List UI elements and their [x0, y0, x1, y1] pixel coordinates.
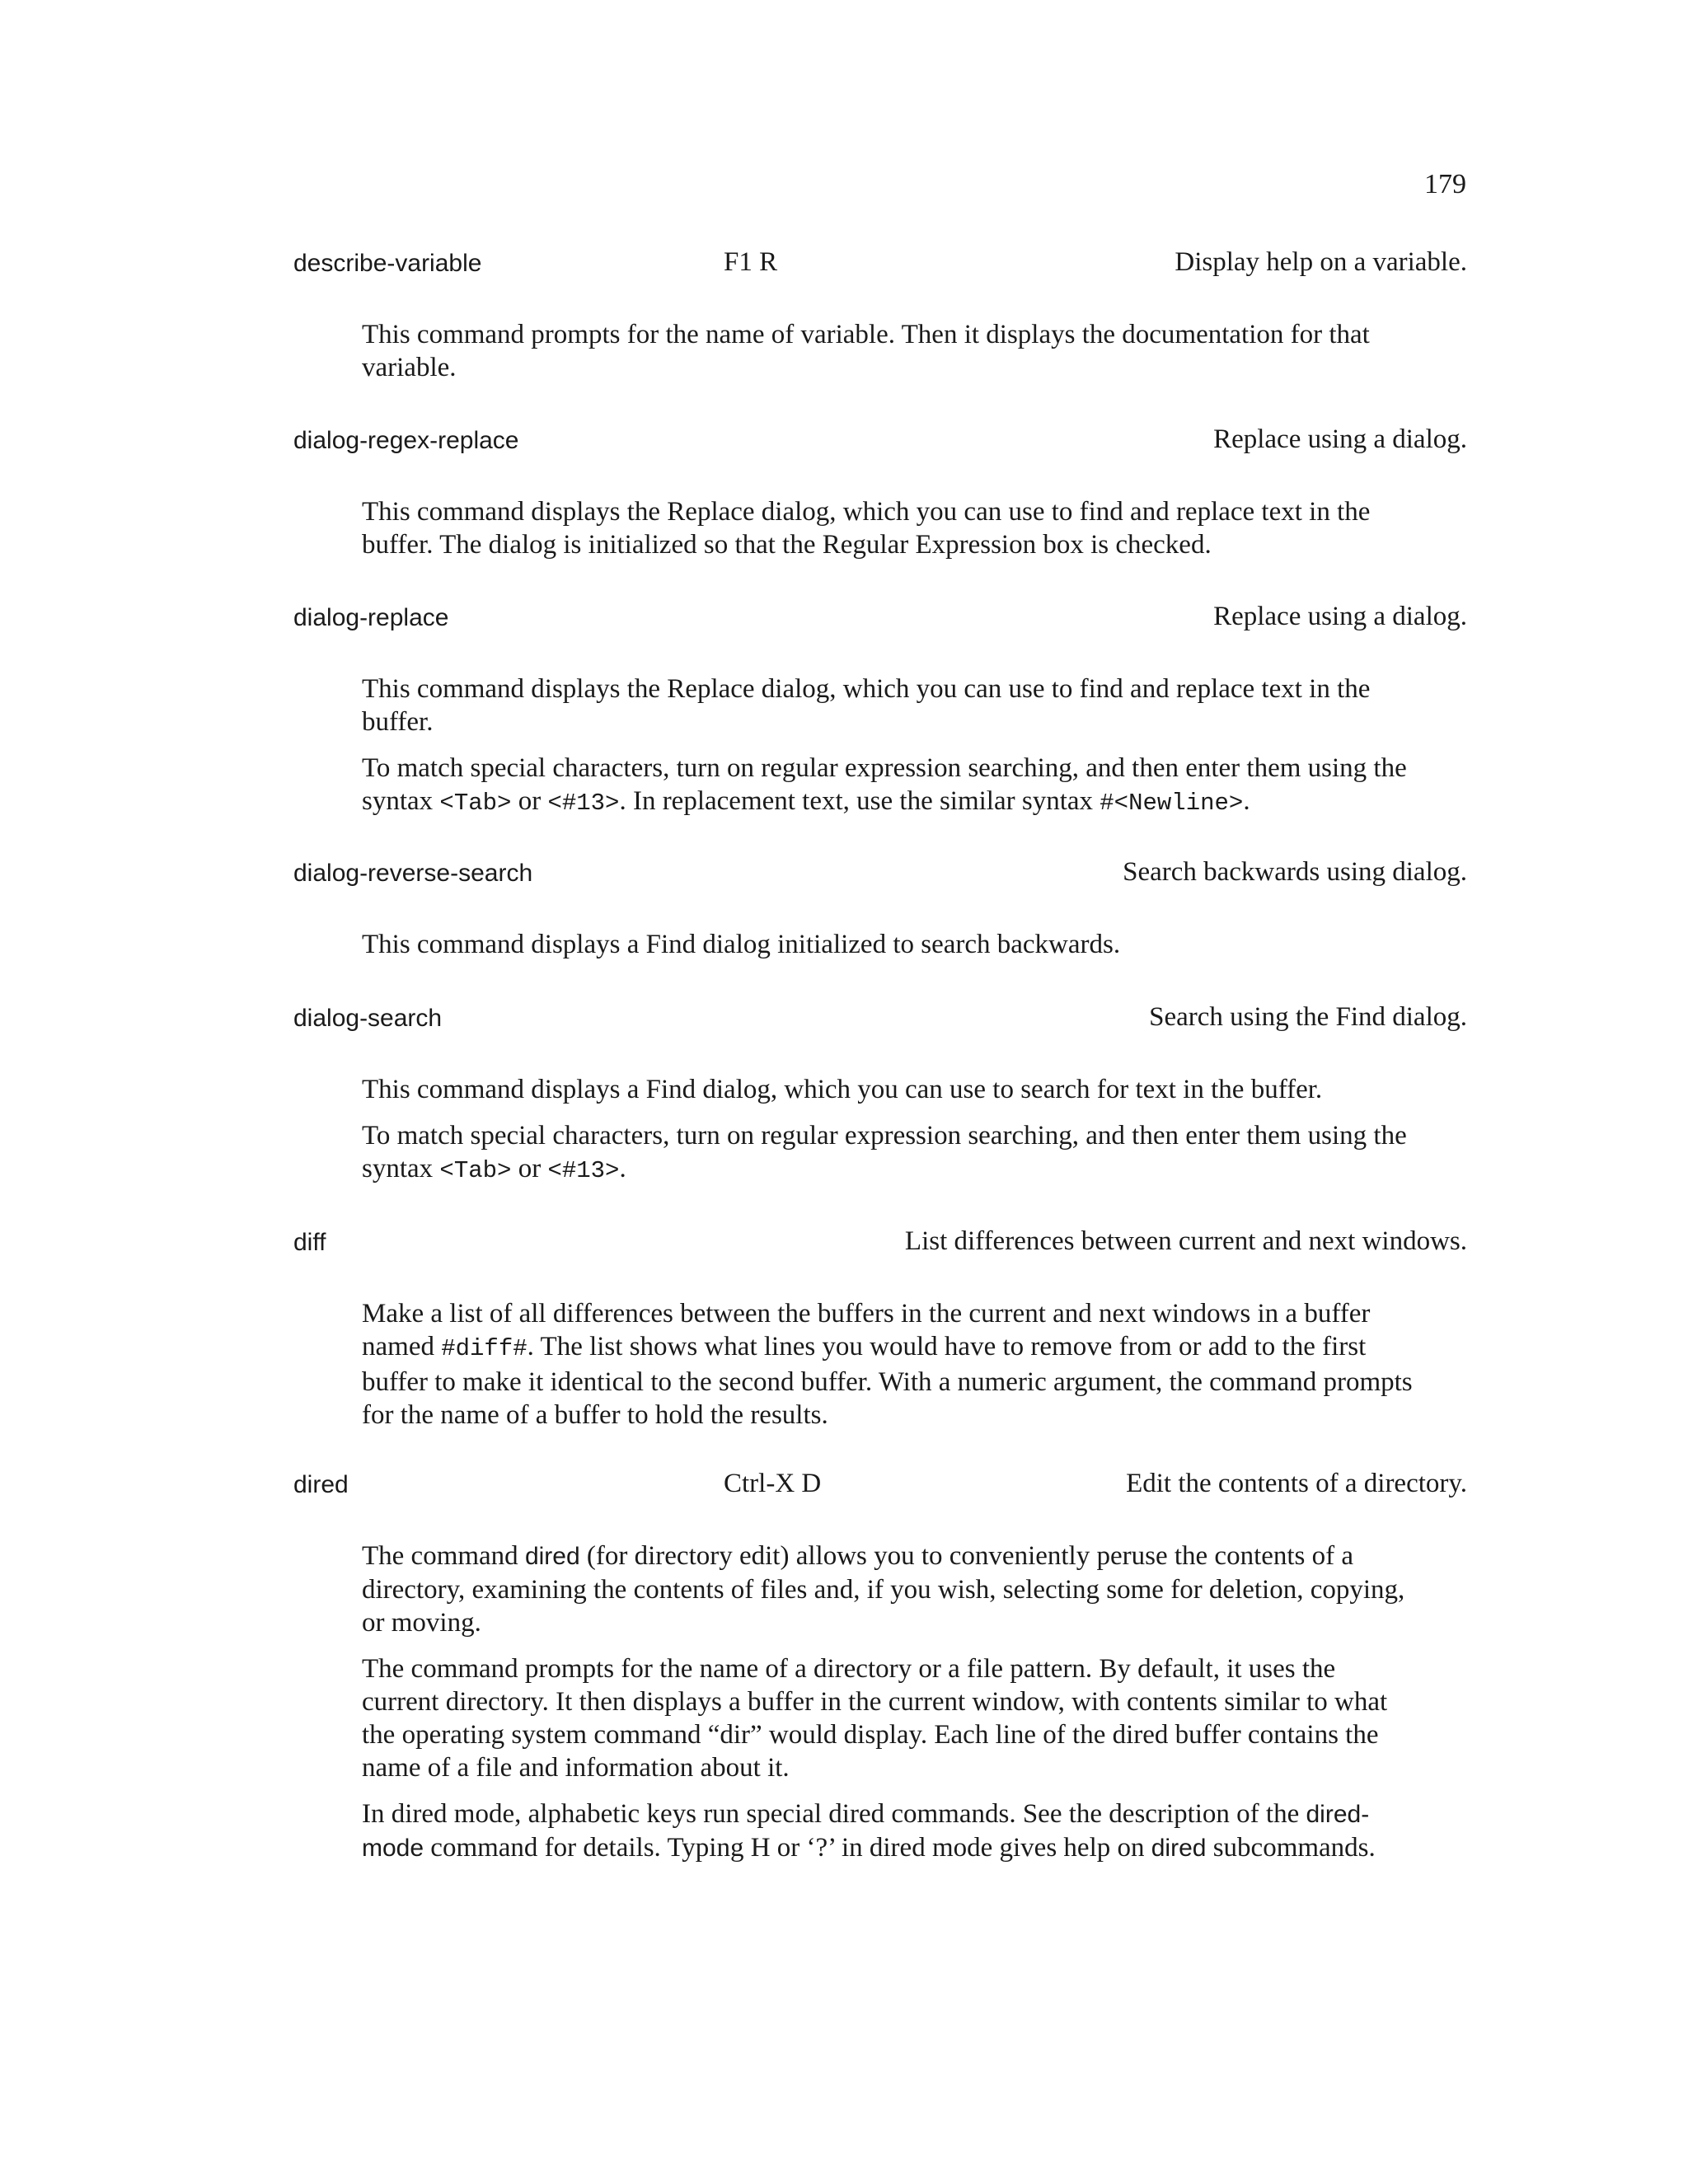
- paragraph: To match special characters, turn on regular expression searching, and then enter them using the syntax <Tab> or <#13>.: [362, 1121, 1407, 1184]
- command-summary: Search using the Find dialog.: [1149, 1002, 1467, 1032]
- paragraph: The command prompts for the name of a directory or a file pattern. By default, it uses the current directory. It then displays a buffer in the current window, with contents similar to what the operating system command “dir” would display. Each line of the dired buffer contains the name of a file and information about it.: [362, 1654, 1388, 1783]
- command-summary: Display help on a variable.: [1175, 247, 1467, 277]
- paragraph: This command prompts for the name of variable. Then it displays the documentation for that variable.: [362, 320, 1370, 382]
- command-summary: Edit the contents of a directory.: [1126, 1469, 1467, 1498]
- entry-header: [293, 1002, 1467, 1043]
- entry-header: [293, 1469, 1467, 1510]
- entry-dialog-regex-replace: [293, 424, 1467, 574]
- paragraph: This command displays the Replace dialog, which you can use to find and replace text in the buffer.: [362, 674, 1371, 737]
- entry-describe-variable: [293, 247, 1467, 397]
- command-summary: Replace using a dialog.: [1213, 424, 1467, 454]
- entry-header: [293, 424, 1467, 466]
- entry-description: [362, 1540, 1417, 1865]
- entry-description: [362, 928, 1417, 961]
- entry-description: [362, 1297, 1417, 1432]
- paragraph: To match special characters, turn on regular expression searching, and then enter them using the syntax <Tab> or <#13>. In replacement text, use the similar syntax #<Newline>.: [362, 753, 1407, 817]
- command-name: dialog-reverse-search: [293, 860, 533, 887]
- command-summary: Replace using a dialog.: [1213, 602, 1467, 631]
- paragraph: This command displays the Replace dialog, which you can use to find and replace text in the buffer. The dialog is initialized so that the Regular Expression box is checked.: [362, 497, 1371, 560]
- paragraph: This command displays a Find dialog, which you can use to search for text in the buffer.: [362, 1075, 1323, 1104]
- command-name: dialog-regex-replace: [293, 427, 519, 454]
- entry-header: [293, 1226, 1467, 1268]
- entry-dialog-reverse-search: [293, 857, 1467, 974]
- command-name: dialog-search: [293, 1005, 443, 1032]
- paragraph: This command displays a Find dialog initialized to search backwards.: [362, 930, 1121, 959]
- command-name: dialog-replace: [293, 604, 449, 631]
- entry-description: [362, 673, 1417, 820]
- entry-header: [293, 247, 1467, 288]
- entry-dired: [293, 1469, 1467, 1878]
- command-name: dired: [293, 1471, 349, 1498]
- entry-header: [293, 857, 1467, 898]
- key-binding: F1 R: [724, 247, 778, 277]
- command-name: describe-variable: [293, 250, 482, 277]
- paragraph: Make a list of all differences between the buffers in the current and next windows in a buffer named #diff#. The list shows what lines you would have to remove from or add to the first buffer to make it identical to the second buffer. With a numeric argument, the command prompts for the name of a buffer to hold the results.: [362, 1299, 1413, 1430]
- paragraph: In dired mode, alphabetic keys run special dired commands. See the description of the dired-mode command for details. Typing H or ‘?’ in dired mode gives help on dired subcommands.: [362, 1799, 1376, 1863]
- entry-header: [293, 602, 1467, 643]
- entry-description: [362, 1073, 1417, 1188]
- entry-description: [362, 495, 1417, 561]
- command-summary: Search backwards using dialog.: [1123, 857, 1467, 887]
- entry-description: [362, 318, 1417, 384]
- entry-diff: [293, 1226, 1467, 1445]
- entry-dialog-search: [293, 1002, 1467, 1201]
- entry-dialog-replace: [293, 602, 1467, 833]
- command-summary: List differences between current and next windows.: [904, 1226, 1467, 1256]
- key-binding: Ctrl-X D: [724, 1469, 822, 1498]
- command-name: diff: [293, 1229, 326, 1256]
- paragraph: The command dired (for directory edit) allows you to conveniently peruse the contents of a directory, examining the contents of files and, if you wish, selecting some for deletion, copying, or moving.: [362, 1541, 1405, 1638]
- page-number: 179: [1424, 169, 1466, 199]
